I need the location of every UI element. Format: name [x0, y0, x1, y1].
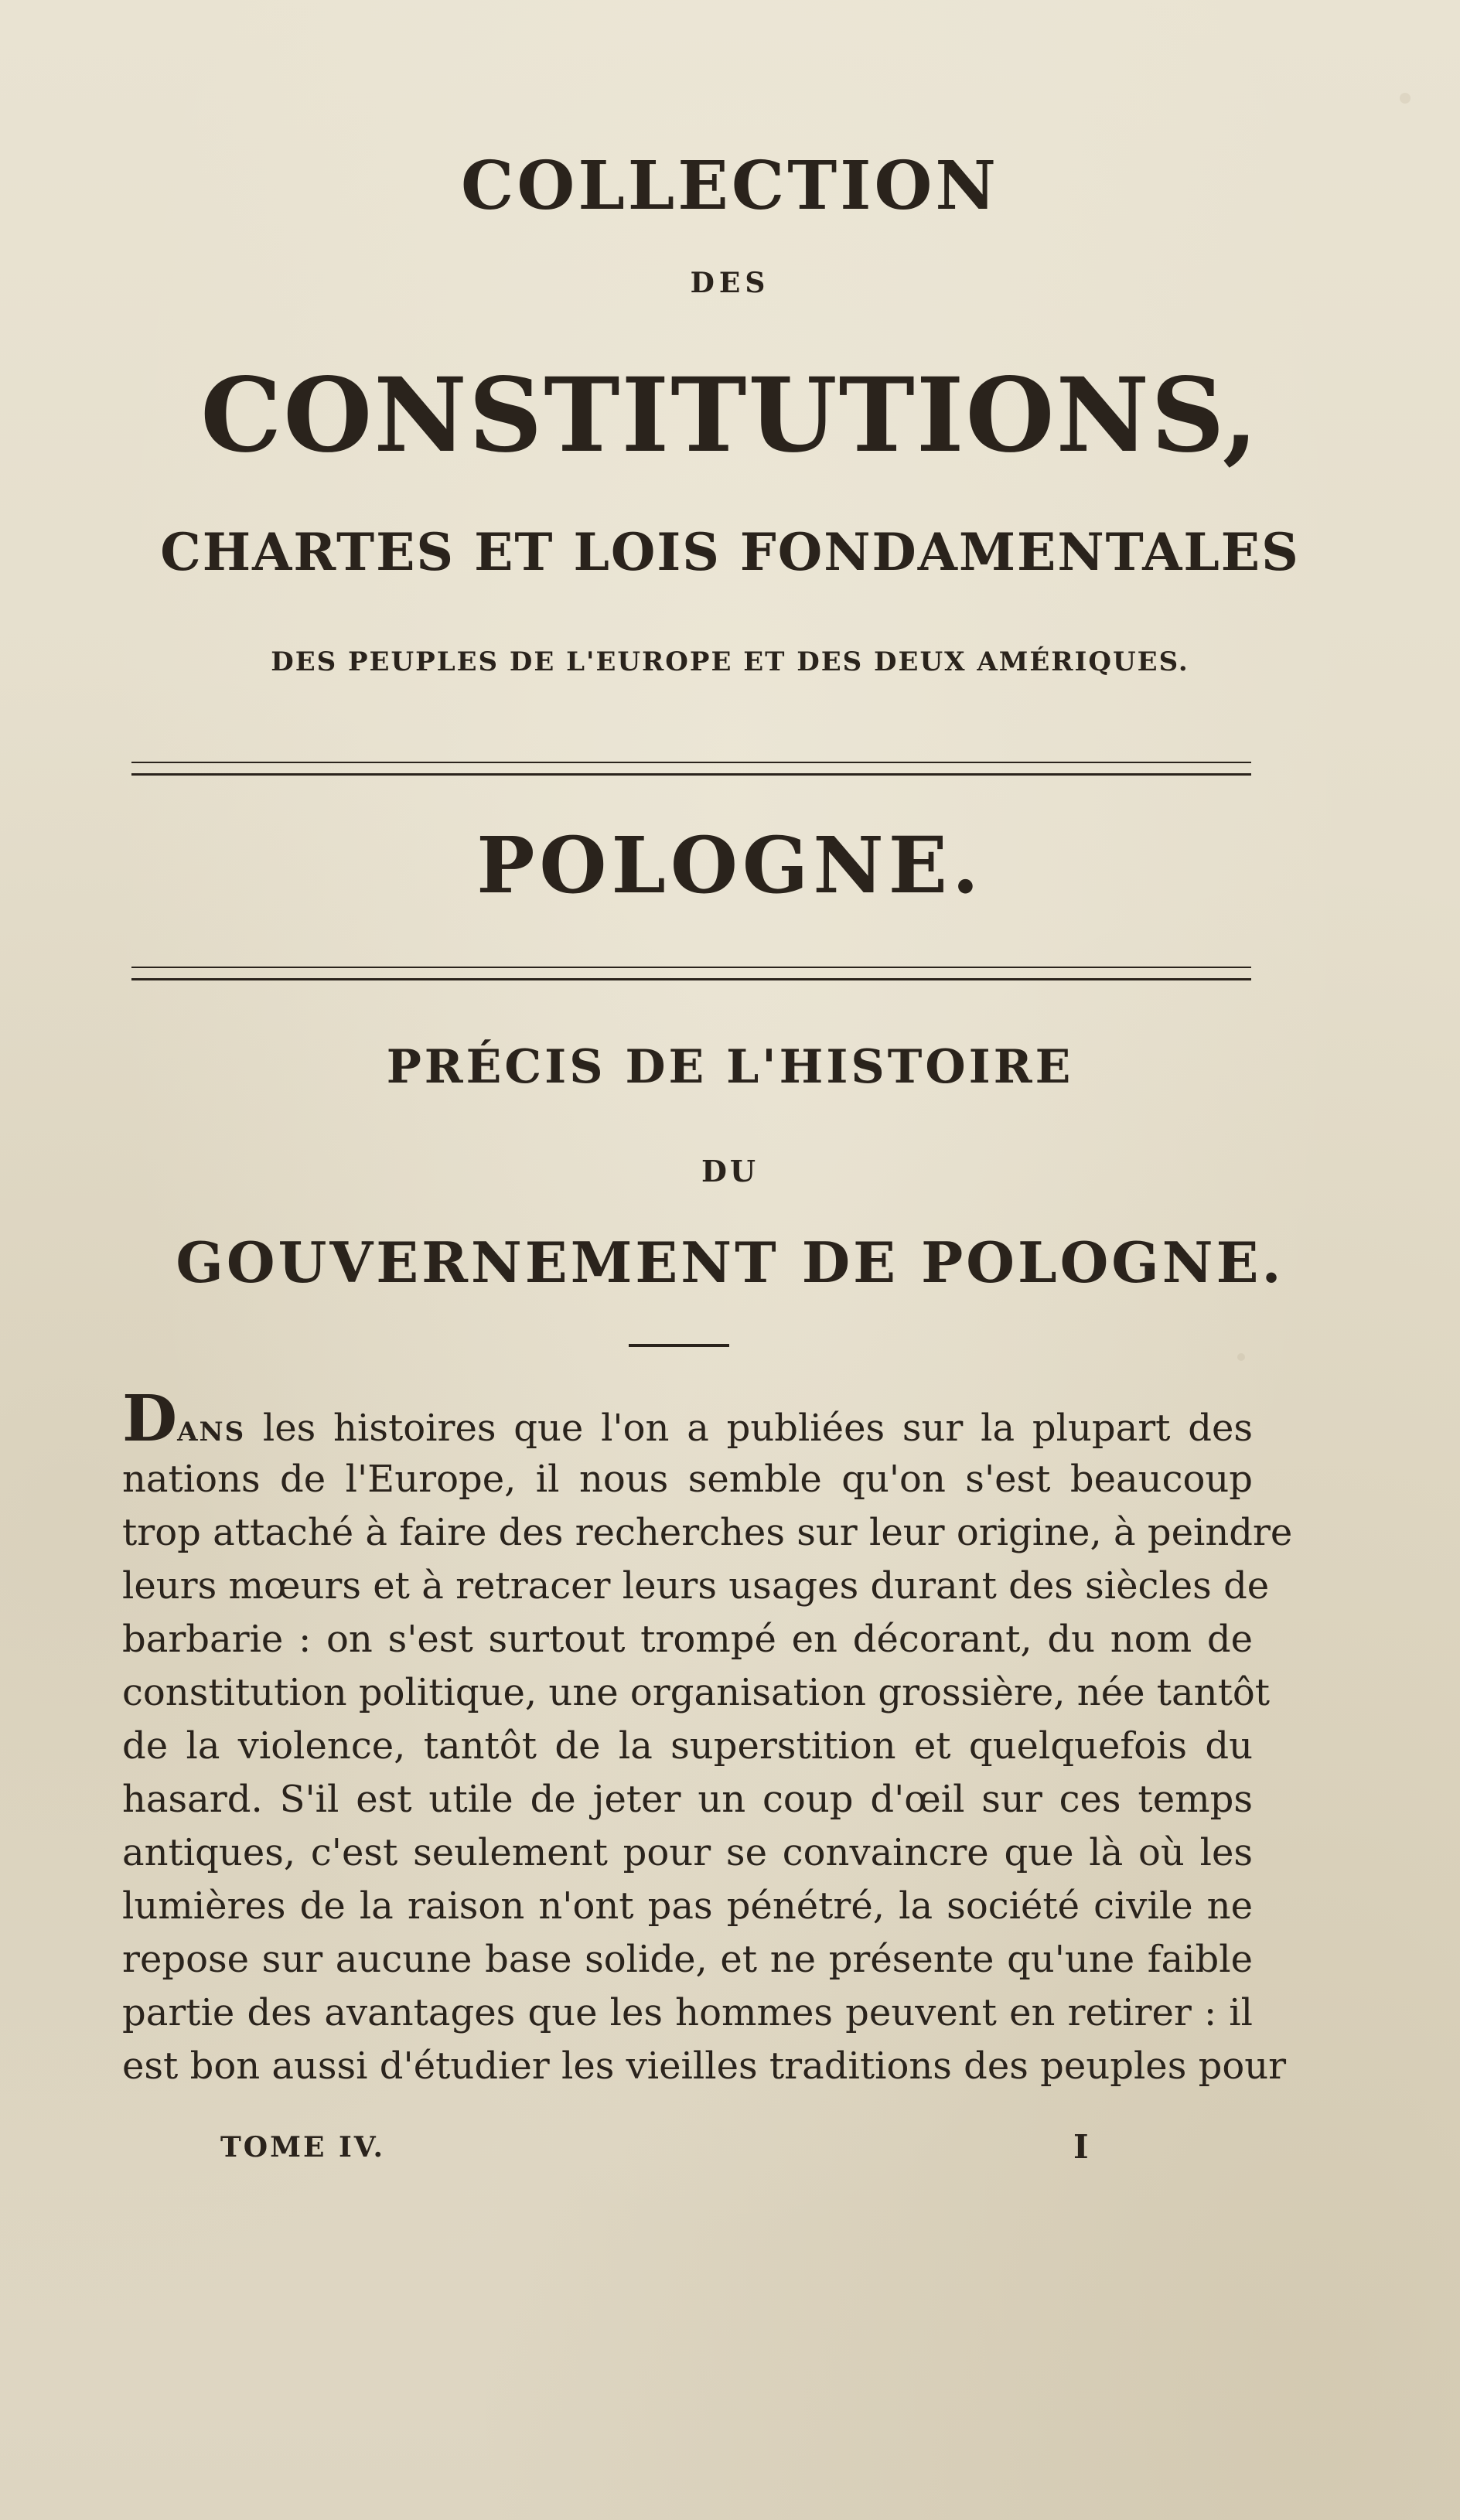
title-collection: COLLECTION [460, 147, 1000, 225]
body-line: est bon aussi d'étudier les vieilles traditions des peuples pour [122, 2044, 1287, 2088]
title-chartes: CHARTES ET LOIS FONDAMENTALES [160, 522, 1300, 582]
body-line: partie des avantages que les hommes peuvent en retirer : il [122, 1991, 1253, 2034]
small-caps-word: ANS [177, 1417, 246, 1448]
body-line: nations de l'Europe, il nous semble qu'on s'est beaucoup [122, 1458, 1253, 1501]
body-line: lumières de la raison n'ont pas pénétré, la société civile ne [122, 1884, 1253, 1928]
double-rule-bottom [131, 978, 1251, 980]
body-paragraph [122, 1382, 1293, 2093]
section-divider [629, 1344, 729, 1347]
body-line: trop attaché à faire des recherches sur leur origine, à peindre [122, 1511, 1293, 1554]
body-line: constitution politique, une organisation grossière, née tantôt [122, 1671, 1271, 1714]
double-rule-bottom [131, 967, 1251, 968]
title-des: DES [690, 267, 770, 299]
body-line [122, 1382, 1253, 1456]
drop-cap: D [122, 1382, 178, 1456]
body-line: barbarie : on s'est surtout trompé en décorant, du nom de [122, 1618, 1253, 1661]
section-heading-precis: PRÉCIS DE L'HISTOIRE [386, 1040, 1074, 1094]
body-line: hasard. S'il est utile de jeter un coup d'œil sur ces temps [122, 1778, 1253, 1821]
body-line: de la violence, tantôt de la superstition et quelquefois du [122, 1724, 1253, 1768]
paper-stain [1400, 93, 1411, 104]
country-heading: POLOGNE. [476, 820, 984, 911]
first-line-text: les histoires que l'on a publiées sur la plupart des [245, 1407, 1253, 1450]
double-rule-top [131, 762, 1251, 763]
body-line: leurs mœurs et à retracer leurs usages durant des siècles de [122, 1564, 1270, 1608]
body-line: repose sur aucune base solide, et ne présente qu'une faible [122, 1938, 1253, 1981]
section-heading-du: DU [701, 1154, 759, 1188]
double-rule-top [131, 773, 1251, 776]
volume-label: TOME IV. [220, 2131, 385, 2164]
title-constitutions: CONSTITUTIONS, [200, 356, 1260, 476]
section-heading-gouvernement: GOUVERNEMENT DE POLOGNE. [176, 1229, 1284, 1295]
paper-stain [1237, 1353, 1245, 1361]
signature-mark: I [1073, 2128, 1089, 2166]
body-line: antiques, c'est seulement pour se convaincre que là où les [122, 1831, 1253, 1874]
title-peuples: DES PEUPLES DE L'EUROPE ET DES DEUX AMÉRIQUES. [271, 646, 1189, 677]
